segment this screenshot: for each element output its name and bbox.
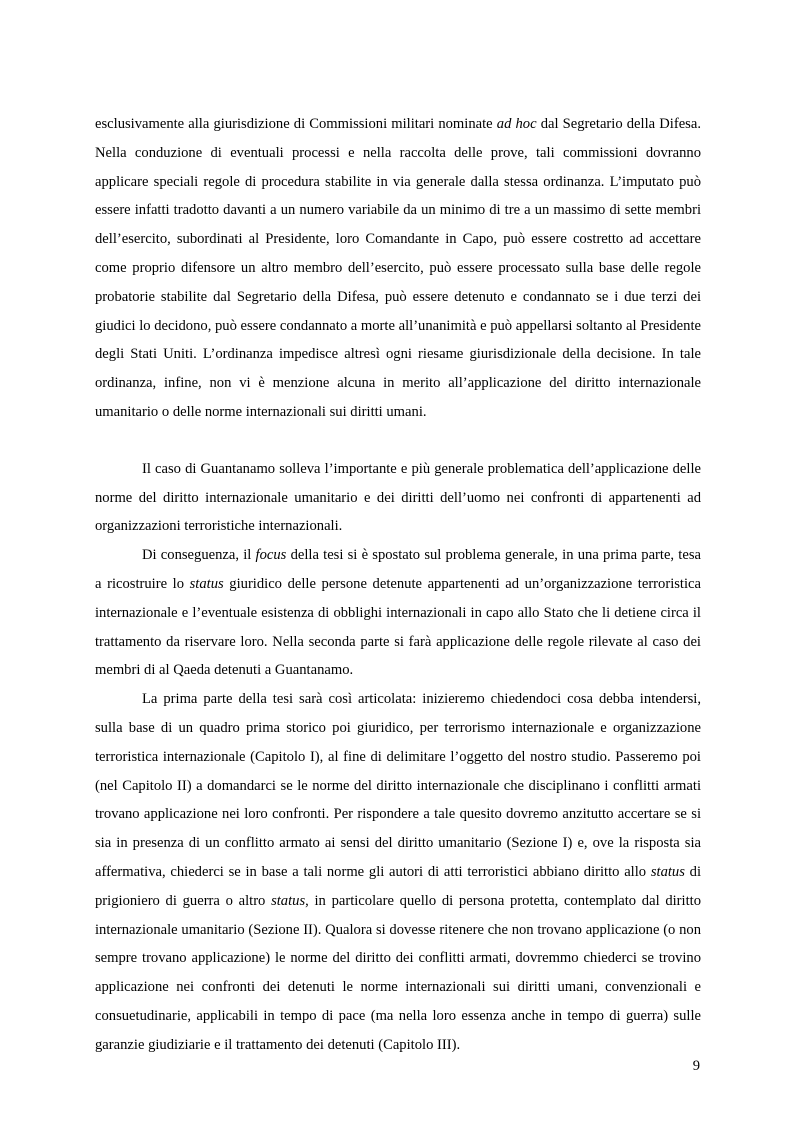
text-run: dal Segretario della Difesa. Nella conduzione di eventuali processi e nella raccolta delle prove, tali commissioni dovranno applicare speciali regole di procedura stabilite in via generale dalla stessa ordinanza. L’imputato può essere infatti tradotto davanti a un numero variabile da un minimo di tre a un massimo di sette membri dell’esercito, subordinati al Presidente, loro Comandante in Capo, può essere costretto ad accettare come proprio difensore un altro membro dell’esercito, può essere processato sulla base delle regole probatorie stabilite dal Segretario della Difesa, può essere detenuto e condannato se i due terzi dei giudici lo decidono, può essere condannato a morte all’unanimità e può appellarsi soltanto al Presidente degli Stati Uniti. L’ordinanza impedisce altresì ogni riesame giurisdizionale della decisione. In tale ordinanza, infine, non vi è menzione alcuna in merito all’applicazione del diritto internazionale umanitario o delle norme internazionali sui diritti umani.: [95, 116, 701, 420]
page-body: [95, 110, 701, 1060]
text-run: della tesi si è spostato sul problema generale, in una prima parte, tesa a ricostruire lo: [95, 547, 701, 592]
body-paragraph: [95, 110, 701, 427]
italic-text: status: [189, 575, 224, 592]
text-run: esclusivamente alla giurisdizione di Commissioni militari nominate: [95, 116, 497, 132]
body-paragraph: [95, 685, 701, 1059]
italic-text: status: [650, 863, 685, 880]
text-run: di prigioniero di guerra o altro: [95, 863, 702, 909]
text-run: , in particolare quello di persona protetta, contemplato dal diritto internazionale umanitario (Sezione II). Qualora si dovesse ritenere che non trovano applicazione (o non sempre trovano applicazione) le norme del diritto dei conflitti armati, dovremmo chiederci se trovino applicazione nei confronti dei detenuti le norme internazionali sui diritti umani, convenzionali e consuetudinarie, applicabili in tempo di pace (ma nella loro essenza anche in tempo di guerra) sulle garanzie giudiziarie e il trattamento dei detenuti (Capitolo III).: [95, 892, 702, 1053]
text-run: giuridico delle persone detenute appartenenti ad un’organizzazione terroristica internazionale e l’eventuale esistenza di obblighi internazionali in capo allo Stato che li detiene circa il trattamento da riservare loro. Nella seconda parte si farà applicazione delle regole rilevate al caso dei membri di al Qaeda detenuti a Guantanamo.: [95, 575, 701, 679]
text-run: Il caso di Guantanamo solleva l’importante e più generale problematica dell’applicazione delle norme del diritto internazionale umanitario e dei diritti dell’uomo nei confronti di appartenenti ad organizzazioni terroristiche internazionali.: [95, 460, 701, 535]
italic-text: ad hoc: [496, 116, 537, 132]
page-number: 9: [692, 1058, 700, 1074]
body-paragraph: [95, 455, 701, 541]
body-paragraph: [95, 541, 701, 685]
text-run: La prima parte della tesi sarà così articolata: inizieremo chiedendoci cosa debba intendersi, sulla base di un quadro prima storico poi giuridico, per terrorismo internazionale e organizzazione terroristica internazionale (Capitolo I), al fine di delimitare l’oggetto del nostro studio. Passeremo poi (nel Capitolo II) a domandarci se le norme del diritto internazionale che disciplinano i conflitti armati trovano applicazione nei loro confronti. Per rispondere a tale quesito dovremo anzitutto accertare se si sia in presenza di un conflitto armato ai sensi del diritto umanitario (Sezione I) e, ove la risposta sia affermativa, chiederci se in base a tali norme gli autori di atti terroristici abbiano diritto allo: [95, 691, 701, 880]
text-run: Di conseguenza, il: [142, 547, 256, 564]
italic-text: focus: [255, 547, 287, 564]
italic-text: status: [271, 892, 306, 909]
paragraph-spacer: [95, 427, 701, 455]
